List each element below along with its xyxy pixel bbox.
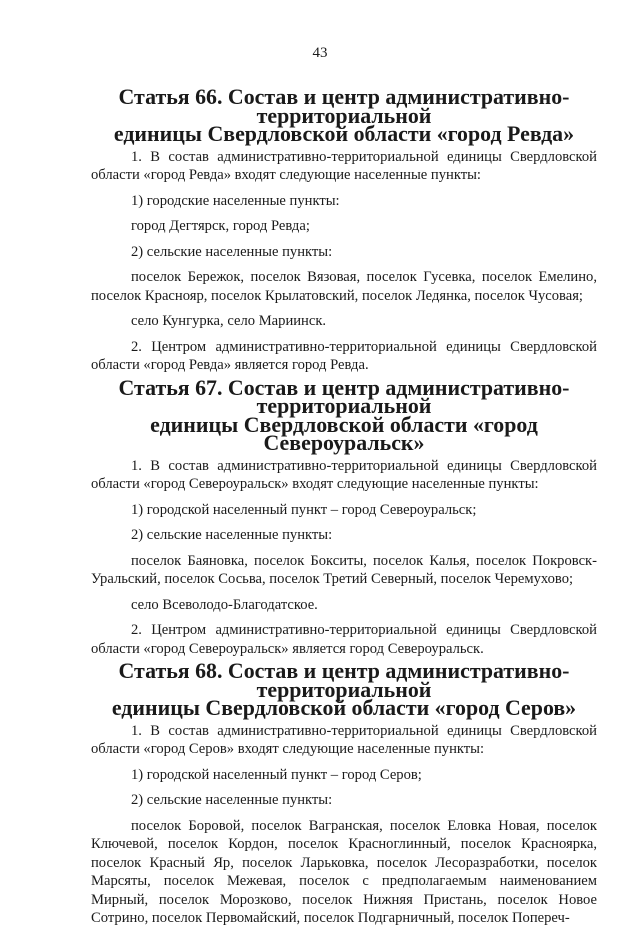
article-paragraph: поселок Бережок, поселок Вязовая, поселок Гусевка, поселок Емелино, поселок Краснояр, поселок Крылатовский, поселок Ледянка, поселок Чусовая; xyxy=(91,269,597,304)
article-paragraph: город Дегтярск, город Ревда; xyxy=(131,218,310,234)
article-title xyxy=(91,658,597,720)
article-paragraph: 2. Центром административно-территориальной единицы Свердловской области «город Североуральск» является город Североуральск. xyxy=(91,622,597,657)
article-title-line: Статья 66. Состав и центр административно-территориальной xyxy=(118,84,570,128)
article-paragraph: поселок Боровой, поселок Вагранская, поселок Еловка Новая, поселок Ключевой, поселок Кордон, поселок Красноглинный, поселок Красноярка, поселок Красный Яр, поселок Ларьковка, поселок Лесоразработки, поселок Марсяты, поселок Межевая, поселок с предполагаемым наименованием Мирный, поселок Морозково, поселок Нижняя Пристань, поселок Новое Сотрино, поселок Первомайский, поселок Подгарничный, поселок Попереч- xyxy=(91,817,597,926)
article-68 xyxy=(91,658,597,928)
article-paragraph: 2) сельские населенные пункты: xyxy=(131,243,333,260)
article-title-line: Статья 67. Состав и центр административно-территориальной xyxy=(118,374,570,418)
article-paragraph: 1) городские населенные пункты: xyxy=(131,192,340,209)
article-title-line: единицы Свердловской области «город Североуральск» xyxy=(150,411,538,455)
article-title xyxy=(91,374,597,455)
article-66 xyxy=(91,84,597,375)
article-paragraph: 2) сельские населенные пункты: xyxy=(131,527,333,543)
page-number: 43 xyxy=(312,45,328,61)
article-paragraph: 1. В состав административно-территориальной единицы Свердловской области «город Североуральск» входят следующие населенные пункты: xyxy=(91,457,597,492)
article-paragraph: 1) городской населенный пункт – город Серов; xyxy=(131,766,422,783)
article-title-line: Статья 68. Состав и центр административно-территориальной xyxy=(118,658,570,702)
article-title-line: единицы Свердловской области «город Серов» xyxy=(111,695,577,720)
article-paragraph: село Всеволодо-Благодатское. xyxy=(131,596,318,613)
article-paragraph: поселок Баяновка, поселок Бокситы, поселок Калья, поселок Покровск-Уральский, поселок Сосьва, поселок Третий Северный, поселок Черемухово; xyxy=(91,552,597,587)
article-title-line: единицы Свердловской области «город Ревда» xyxy=(113,121,575,146)
document-body xyxy=(91,84,597,928)
article-paragraph: село Кунгурка, село Мариинск. xyxy=(131,313,327,329)
article-paragraph: 1. В состав административно-территориальной единицы Свердловской области «город Ревда» входят следующие населенные пункты: xyxy=(91,148,597,183)
article-title xyxy=(91,84,597,146)
article-paragraph: 1) городской населенный пункт – город Североуральск; xyxy=(131,501,477,518)
article-paragraph: 1. В состав административно-территориальной единицы Свердловской области «город Серов» входят следующие населенные пункты: xyxy=(91,722,597,757)
article-paragraph: 2) сельские населенные пункты: xyxy=(131,792,333,808)
article-67 xyxy=(91,374,597,659)
article-paragraph: 2. Центром административно-территориальной единицы Свердловской области «город Ревда» является город Ревда. xyxy=(91,338,597,373)
